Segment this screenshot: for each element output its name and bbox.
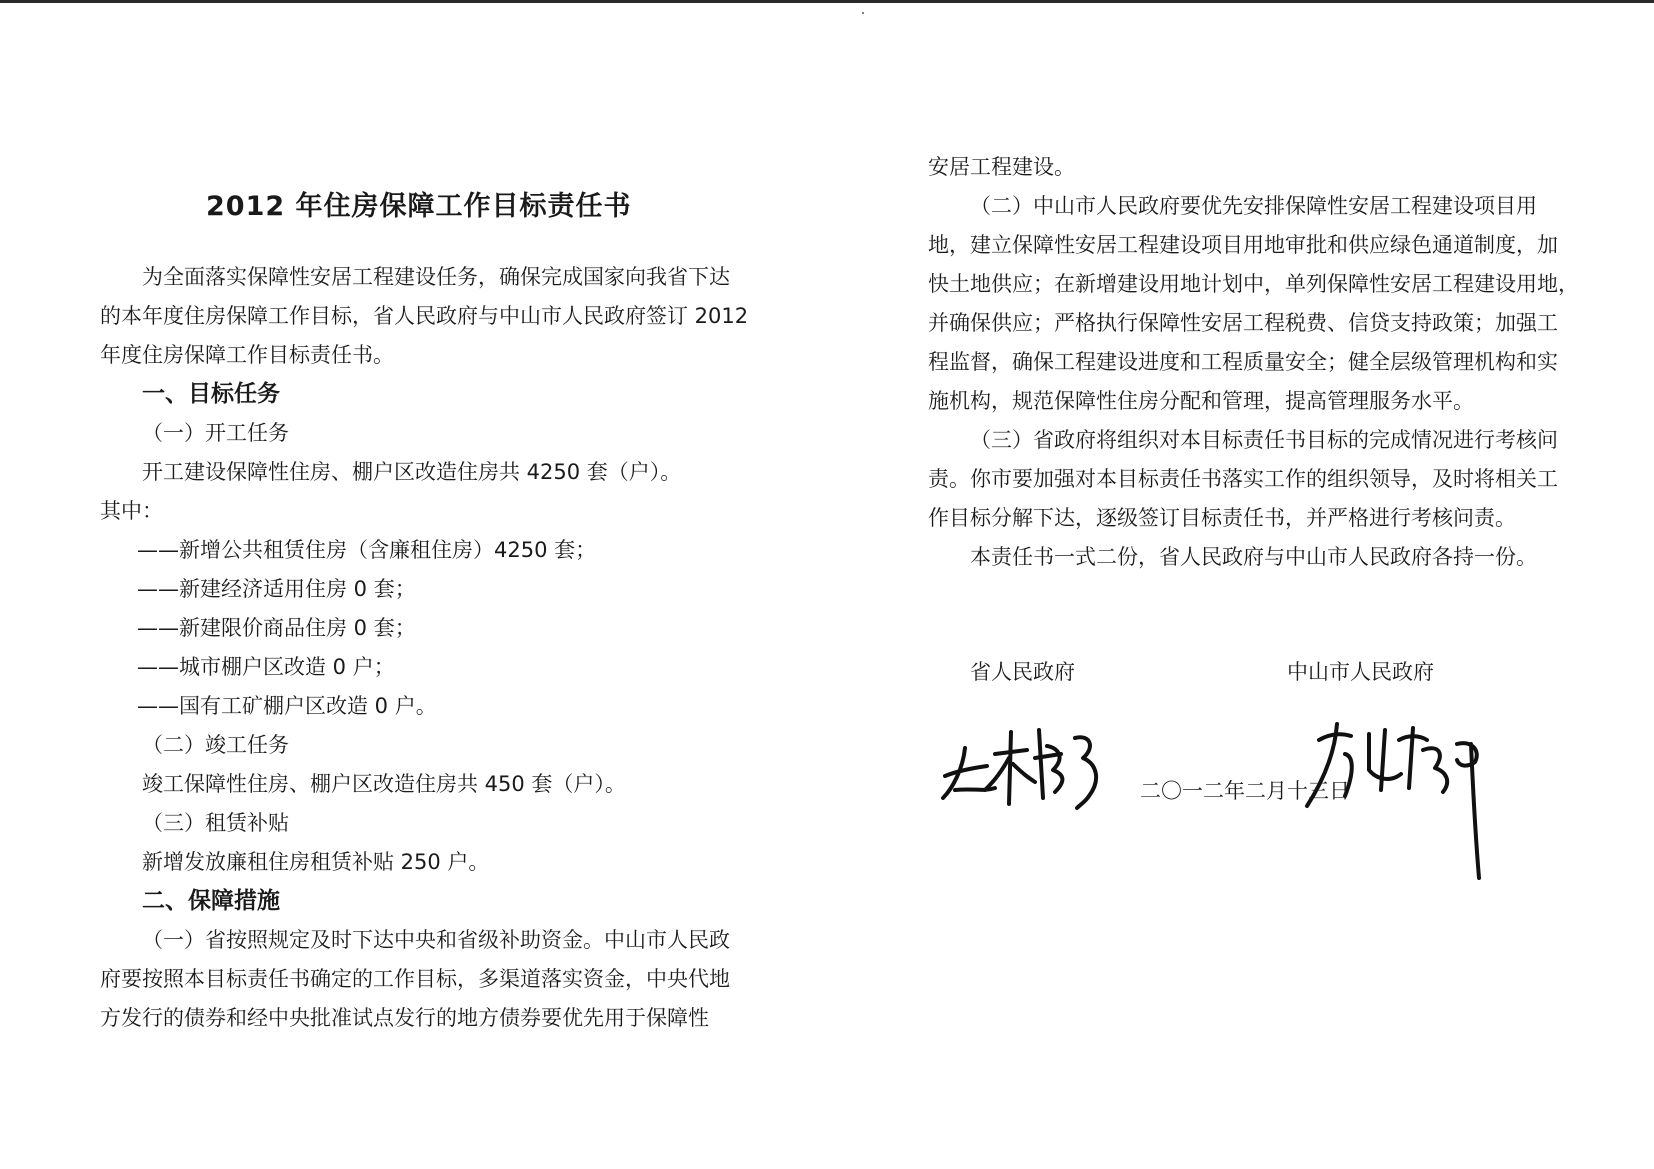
- body-line: 快土地供应；在新增建设用地计划中，单列保障性安居工程建设用地，: [928, 272, 1579, 296]
- document-title: 2012 年住房保障工作目标责任书: [206, 191, 632, 222]
- body-line: 作目标分解下达，逐级签订目标责任书，并严格进行考核问责。: [928, 506, 1516, 530]
- body-line: 并确保供应；严格执行保障性安居工程税费、信贷支持政策；加强工: [928, 311, 1558, 335]
- body-line: 的本年度住房保障工作目标，省人民政府与中山市人民政府签订 2012: [100, 304, 749, 328]
- body-line: 新增发放廉租住房租赁补贴 250 户。: [142, 850, 490, 874]
- right-page: [827, 0, 1654, 1169]
- signatory-left: 省人民政府: [970, 660, 1075, 684]
- list-item: ——新建限价商品住房 0 套；: [137, 616, 416, 640]
- body-line: 竣工保障性住房、棚户区改造住房共 450 套（户）。: [142, 772, 626, 796]
- body-line: 开工建设保障性住房、棚户区改造住房共 4250 套（户）。: [142, 460, 682, 484]
- subsection-heading: （三）租赁补贴: [142, 811, 289, 835]
- body-line: 府要按照本目标责任书确定的工作目标，多渠道落实资金，中央代地: [100, 967, 730, 991]
- body-line: 本责任书一式二份，省人民政府与中山市人民政府各持一份。: [970, 545, 1537, 569]
- list-item: ——城市棚户区改造 0 户；: [137, 655, 395, 679]
- signatory-right: 中山市人民政府: [1287, 660, 1434, 684]
- body-line: 施机构，规范保障性住房分配和管理，提高管理服务水平。: [928, 389, 1474, 413]
- document-date: 二〇一二年二月十三日: [1140, 779, 1350, 803]
- subsection-heading: （一）开工任务: [142, 421, 289, 445]
- section-heading: 一、目标任务: [142, 381, 280, 407]
- handwritten-signature-left: [935, 718, 1110, 818]
- body-line: 方发行的债券和经中央批准试点发行的地方债券要优先用于保障性: [100, 1006, 709, 1030]
- body-line: （一）省按照规定及时下达中央和省级补助资金。中山市人民政: [142, 928, 730, 952]
- body-line: 其中：: [100, 499, 163, 523]
- section-heading: 二、保障措施: [142, 888, 280, 914]
- body-line: 地，建立保障性安居工程建设项目用地审批和供应绿色通道制度，加: [928, 233, 1558, 257]
- body-line: 责。你市要加强对本目标责任书落实工作的组织领导，及时将相关工: [928, 467, 1558, 491]
- body-line: （二）中山市人民政府要优先安排保障性安居工程建设项目用: [970, 194, 1537, 218]
- body-line: （三）省政府将组织对本目标责任书目标的完成情况进行考核问: [970, 428, 1558, 452]
- body-line: 年度住房保障工作目标责任书。: [100, 343, 394, 367]
- scan-speck: [862, 12, 864, 14]
- body-line: 安居工程建设。: [928, 155, 1075, 179]
- list-item: ——国有工矿棚户区改造 0 户。: [137, 694, 437, 718]
- body-line: 为全面落实保障性安居工程建设任务，确保完成国家向我省下达: [142, 265, 730, 289]
- list-item: ——新建经济适用住房 0 套；: [137, 577, 416, 601]
- list-item: ——新增公共租赁住房（含廉租住房）4250 套；: [137, 538, 597, 562]
- subsection-heading: （二）竣工任务: [142, 733, 289, 757]
- body-line: 程监督，确保工程建设进度和工程质量安全；健全层级管理机构和实: [928, 350, 1558, 374]
